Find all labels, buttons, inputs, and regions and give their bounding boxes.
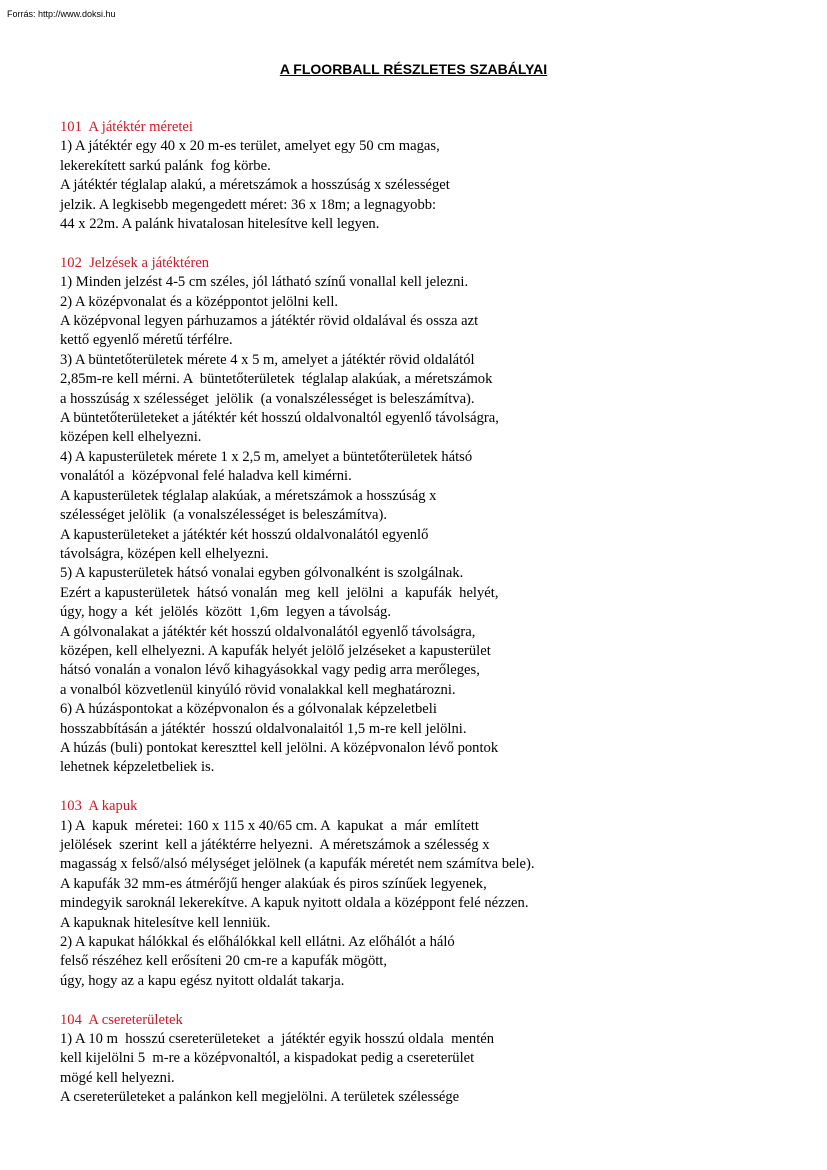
text-line: hosszabbításán a játéktér hosszú oldalvonalaitól 1,5 m-re kell jelölni. (60, 720, 467, 737)
section-104 (60, 1011, 820, 1108)
section-heading: 101 A játéktér méretei (60, 119, 193, 135)
text-line: A húzás (buli) pontokat kereszttel kell jelölni. A középvonalon lévő pontok (60, 739, 499, 756)
text-line: 5) A kapusterületek hátsó vonalai egyben gólvonalként is szolgálnak. (60, 565, 464, 582)
text-line: A kapusterületek téglalap alakúak, a méretszámok a hosszúság x (60, 487, 437, 504)
text-line: hátsó vonalán a vonalon lévő kihagyásokkal vagy pedig arra merőleges, (60, 662, 480, 679)
text-line: kettő egyenlő méretű térfélre. (60, 332, 233, 349)
text-line: A büntetőterületeket a játéktér két hosszú oldalvonaltól egyenlő távolságra, (60, 410, 499, 427)
text-line: 1) A 10 m hosszú csereterületeket a játéktér egyik hosszú oldala mentén (60, 1031, 495, 1048)
section-heading: 104 A csereterületek (60, 1011, 183, 1028)
source-label: Forrás: http://www.doksi.hu (7, 9, 116, 19)
text-line: 4) A kapusterületek mérete 1 x 2,5 m, amelyet a büntetőterületek hátsó (60, 448, 473, 465)
text-line: mögé kell helyezni. (60, 1069, 175, 1086)
text-line: kell kijelölni 5 m-re a középvonaltól, a kispadokat pedig a csereterület (60, 1050, 475, 1067)
text-line: mindegyik saroknál lekerekítve. A kapuk nyitott oldala a középpont felé nézzen. (60, 895, 529, 912)
text-line: magasság x felső/alsó mélységet jelölnek (a kapufák méretét nem számítva bele). (60, 856, 535, 873)
text-line: lekerekített sarkú palánk fog körbe. (60, 157, 271, 174)
text-line: a vonalból közvetlenül kinyúló rövid vonalakkal kell meghatározni. (60, 681, 456, 698)
text-line: 3) A büntetőterületek mérete 4 x 5 m, amelyet a játéktér rövid oldalától (60, 351, 475, 368)
text-line: 44 x 22m. A palánk hivatalosan hitelesítve kell legyen. (60, 216, 380, 233)
text-line: A kapusterületeket a játéktér két hosszú oldalvonalától egyenlő (60, 526, 429, 543)
text-line: 1) A játéktér egy 40 x 20 m-es terület, amelyet egy 50 cm magas, (60, 138, 440, 155)
text-line: A kapufák 32 mm-es átmérőjű henger alakúak és piros színűek legyenek, (60, 875, 487, 892)
text-line: 2) A középvonalat és a középpontot jelölni kell. (60, 293, 339, 310)
text-line: jelzik. A legkisebb megengedett méret: 36 x 18m; a legnagyobb: (60, 196, 437, 213)
text-line: jelölések szerint kell a játéktérre helyezni. A méretszámok a szélesség x (60, 837, 490, 853)
page-title: A FLOORBALL RÉSZLETES SZABÁLYAI (279, 61, 548, 77)
section-102 (60, 254, 820, 778)
text-line: 1) A kapuk méretei: 160 x 115 x 40/65 cm. A kapukat a már említett (60, 817, 479, 834)
text-line: A csereterületeket a palánkon kell megjelölni. A területek szélessége (60, 1089, 460, 1106)
section-heading: 102 Jelzések a játéktéren (60, 254, 210, 271)
text-line: a hosszúság x szélességet jelölik (a vonalszélességet is beleszámítva). (60, 390, 475, 407)
text-line: szélességet jelölik (a vonalszélességet is beleszámítva). (60, 507, 388, 524)
text-line: lehetnek képzeletbeliek is. (60, 759, 215, 776)
text-line: vonalától a középvonal felé haladva kell kimérni. (60, 468, 352, 485)
text-line: 2) A kapukat hálókkal és előhálókkal kell ellátni. Az előhálót a háló (60, 934, 455, 951)
text-line: középen kell elhelyezni. (60, 429, 202, 446)
text-line: úgy, hogy a két jelölés között 1,6m legyen a távolság. (60, 604, 391, 621)
text-line: A középvonal legyen párhuzamos a játéktér rövid oldalával és ossza azt (60, 313, 479, 330)
text-line: A gólvonalakat a játéktér két hosszú oldalvonalától egyenlő távolságra, (60, 623, 476, 640)
text-line: A kapuknak hitelesítve kell lenniük. (60, 914, 271, 931)
text-line: úgy, hogy az a kapu egész nyitott oldalát takarja. (60, 972, 345, 989)
text-line: 2,85m-re kell mérni. A büntetőterületek téglalap alakúak, a méretszámok (60, 371, 493, 388)
text-line: Ezért a kapusterületek hátsó vonalán meg kell jelölni a kapufák helyét, (60, 584, 499, 601)
section-101 (60, 118, 820, 234)
text-line: 6) A húzáspontokat a középvonalon és a gólvonalak képzeletbeli (60, 701, 437, 718)
section-heading: 103 A kapuk (60, 798, 138, 815)
text-line: középen, kell elhelyezni. A kapufák helyét jelölő jelzéseket a kapusterület (60, 642, 491, 659)
text-line: A játéktér téglalap alakú, a méretszámok a hosszúság x szélességet (60, 177, 450, 194)
document-body (60, 118, 820, 1127)
section-103 (60, 797, 820, 991)
text-line: felső részéhez kell erősíteni 20 cm-re a kapufák mögött, (60, 953, 388, 970)
text-line: távolságra, középen kell elhelyezni. (60, 545, 269, 562)
text-line: 1) Minden jelzést 4-5 cm széles, jól látható színű vonallal kell jelezni. (60, 274, 469, 291)
